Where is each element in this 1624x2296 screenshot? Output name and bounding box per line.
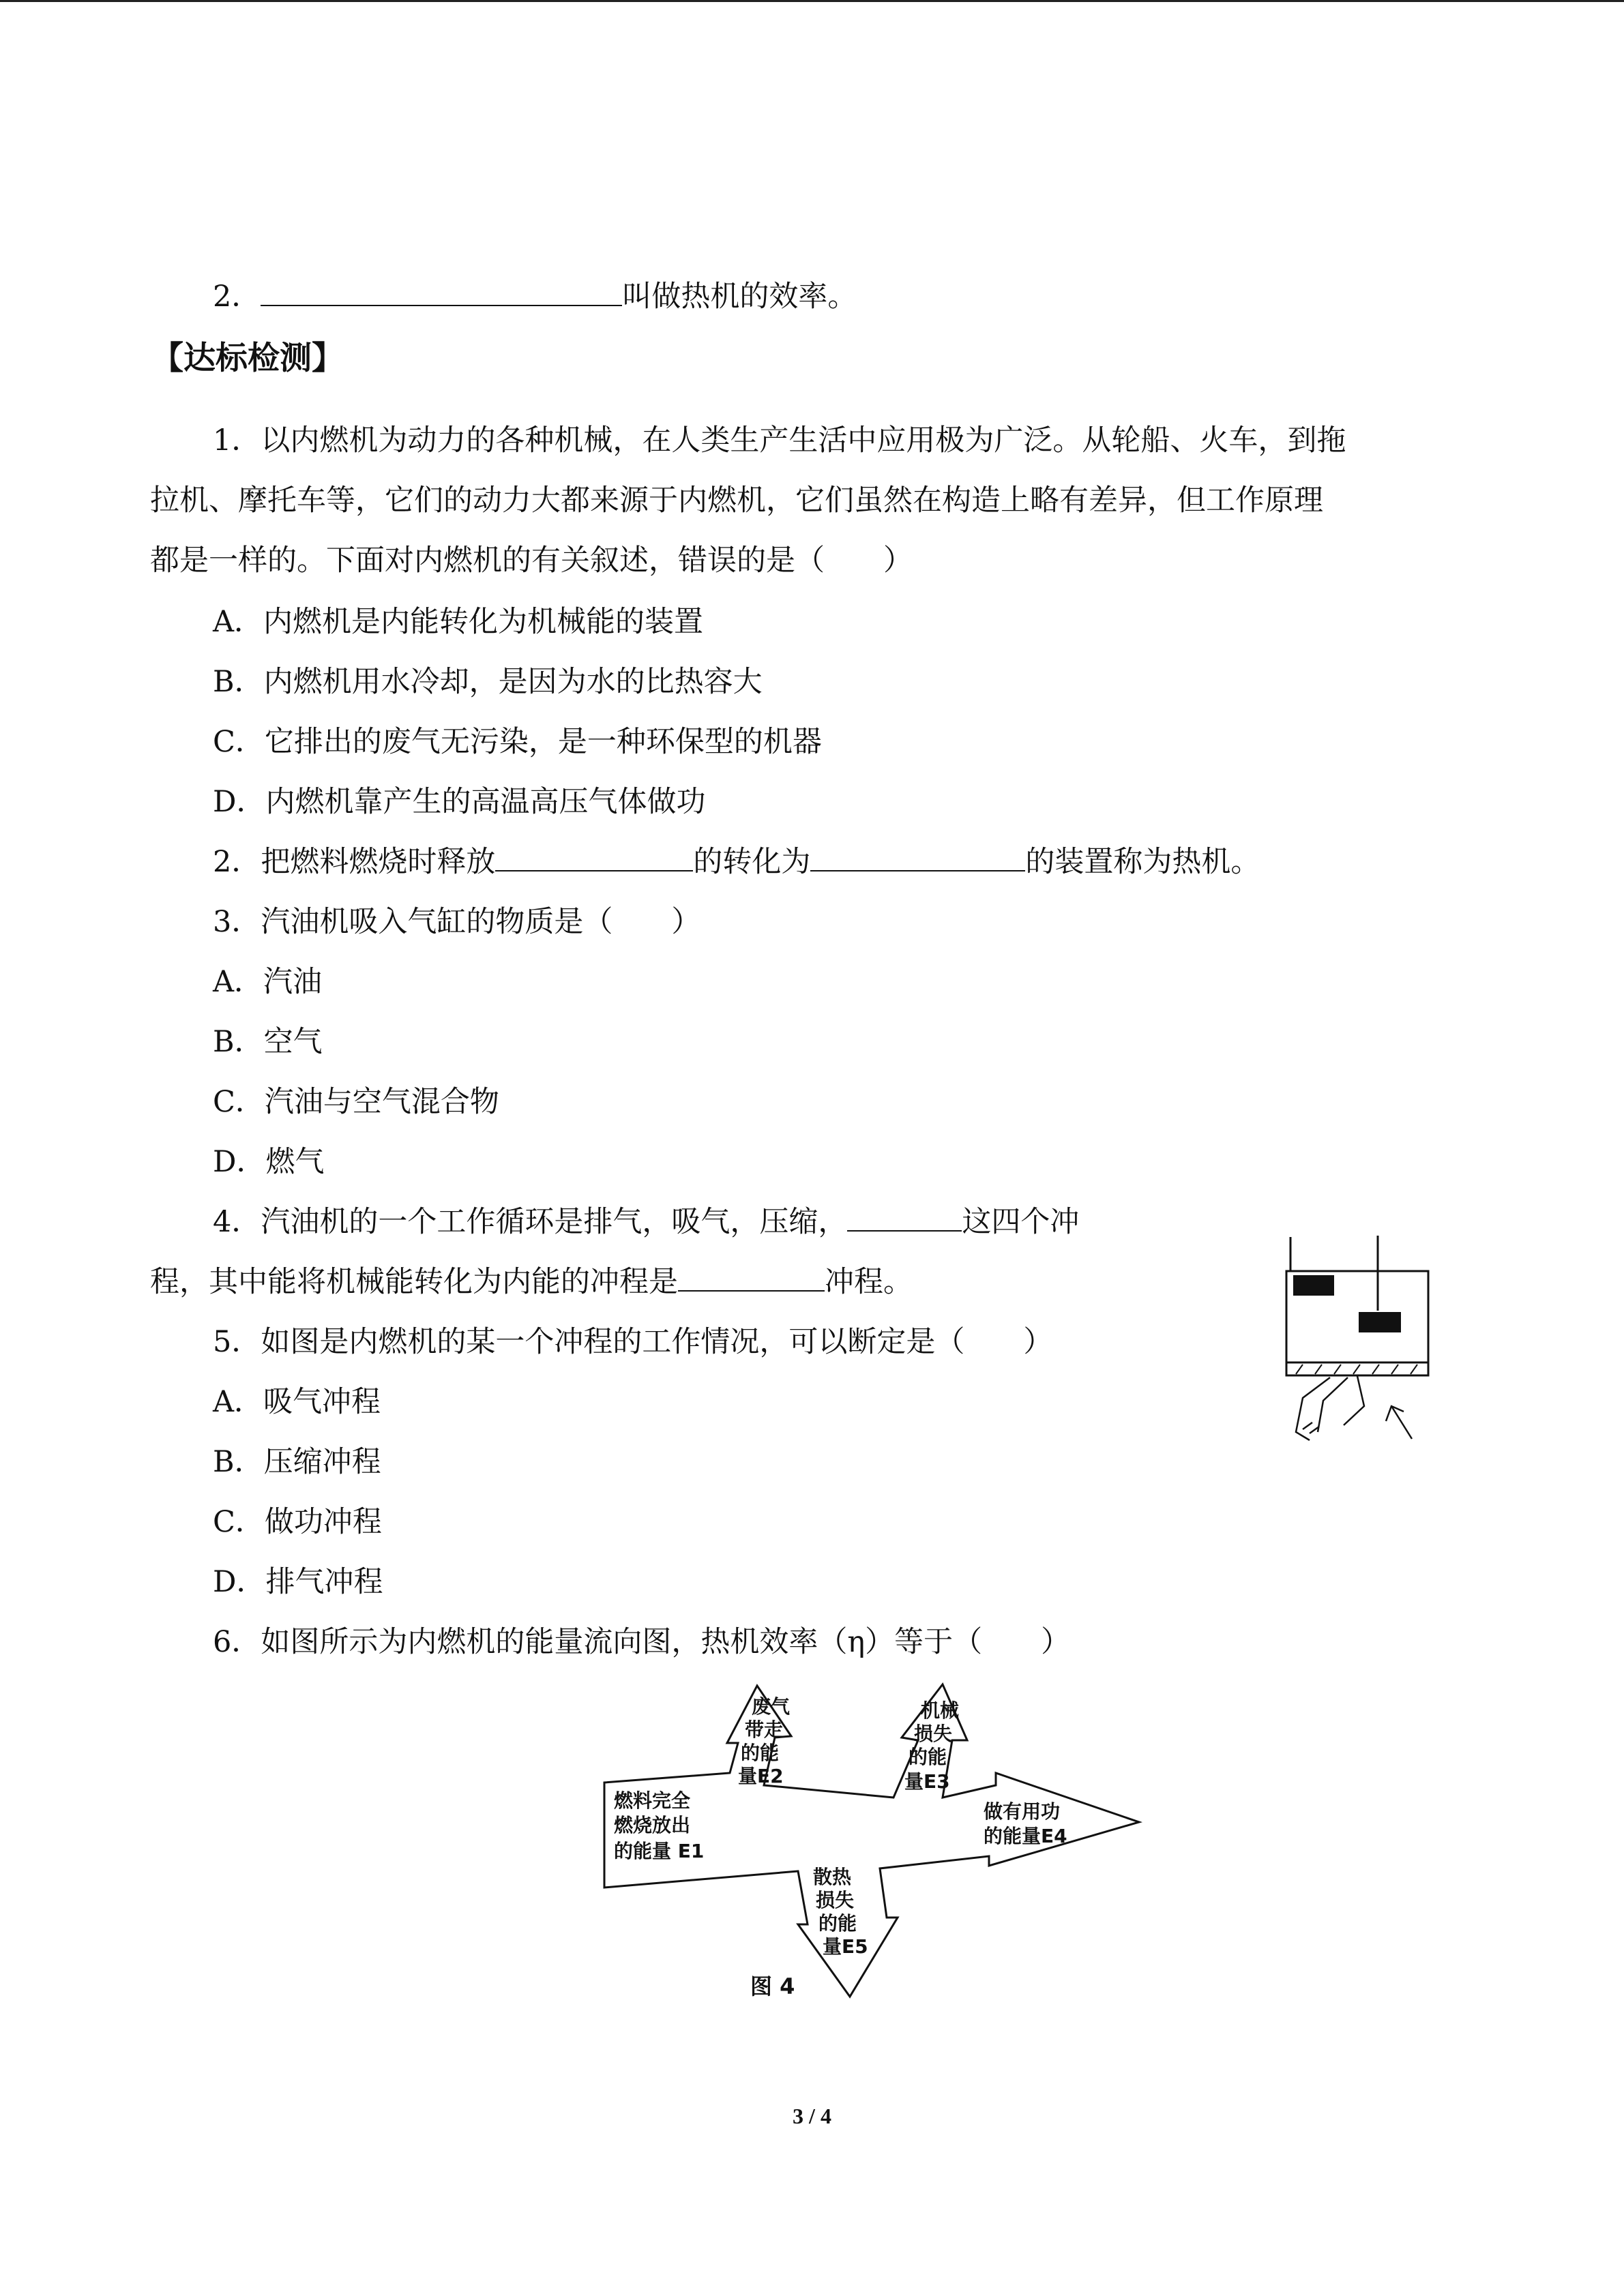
q4-blank-2[interactable]: [678, 1262, 825, 1292]
q-efficiency-suffix: 叫做热机的效率。: [622, 280, 857, 314]
section-heading: 【达标检测】: [151, 340, 344, 377]
q5-option-c[interactable]: C．做功冲程: [213, 1505, 382, 1539]
q3-option-d[interactable]: D．燃气: [213, 1145, 325, 1179]
q-efficiency-number: 2．: [213, 280, 261, 314]
q3-option-b[interactable]: B．空气: [213, 1025, 323, 1059]
page-number: 3 / 4: [793, 2104, 831, 2128]
q1-option-d[interactable]: D．内燃机靠产生的高温高压气体做功: [213, 785, 706, 819]
figure-caption: 图 4: [750, 1973, 795, 1999]
q2-blank-1[interactable]: [495, 841, 693, 871]
q5-stem: 5．如图是内燃机的某一个冲程的工作情况，可以断定是（ ）: [213, 1325, 1053, 1359]
q4-line-1: [213, 1202, 1079, 1242]
q5-option-b[interactable]: B．压缩冲程: [213, 1445, 381, 1479]
input-energy-label: 燃料完全 燃烧放出 的能量 E1: [614, 1789, 705, 1862]
exhaust-valve: [1359, 1312, 1401, 1332]
q1-line-1: 1．以内燃机为动力的各种机械，在人类生产生活中应用极为广泛。从轮船、火车，到拖: [213, 423, 1346, 458]
q2-part-1: 2．把燃料燃烧时释放: [213, 845, 496, 879]
motion-arrow: [1386, 1406, 1412, 1439]
intake-valve: [1293, 1275, 1334, 1296]
q2-part-3: 的装置称为热机。: [1025, 845, 1260, 879]
engine-stroke-figure: [1282, 1227, 1446, 1459]
q4-part-2: 这四个冲: [962, 1205, 1080, 1239]
q4-part-4: 冲程。: [825, 1265, 913, 1299]
useful-work-label: 做有用功 的能量E4: [984, 1800, 1067, 1847]
q1-line-3: 都是一样的。下面对内燃机的有关叙述，错误的是（ ）: [150, 543, 913, 578]
q6-stem: 6．如图所示为内燃机的能量流向图，热机效率（η）等于（ ）: [213, 1625, 1071, 1659]
q4-part-1: 4．汽油机的一个工作循环是排气，吸气，压缩，: [213, 1205, 848, 1239]
q2-blank-2[interactable]: [810, 841, 1025, 871]
q4-blank-1[interactable]: [847, 1202, 962, 1232]
piston-hatching: [1296, 1365, 1417, 1374]
q1-option-c[interactable]: C．它排出的废气无污染，是一种环保型的机器: [213, 725, 822, 759]
q4-part-3: 程，其中能将机械能转化为内能的冲程是: [150, 1265, 678, 1299]
connecting-rod: [1296, 1376, 1364, 1440]
q3-option-a[interactable]: A．汽油: [213, 965, 323, 999]
q1-option-a[interactable]: A．内燃机是内能转化为机械能的装置: [213, 605, 704, 639]
q4-line-2: [150, 1262, 913, 1302]
q1-line-2: 拉机、摩托车等，它们的动力大都来源于内燃机，它们虽然在构造上略有差异，但工作原理: [150, 483, 1323, 518]
heat-loss-label: 散热 损失 的能 量E5: [813, 1866, 868, 1958]
q2-part-2: 的转化为: [693, 845, 811, 879]
q3-stem: 3．汽油机吸入气缸的物质是（ ）: [213, 905, 701, 939]
q1-option-b[interactable]: B．内燃机用水冷却，是因为水的比热容大: [213, 665, 763, 699]
q5-option-a[interactable]: A．吸气冲程: [213, 1385, 381, 1419]
q-efficiency-line: [213, 276, 857, 317]
mechanical-loss-label: 机械 损失 的能 量E3: [904, 1699, 960, 1793]
q5-option-d[interactable]: D．排气冲程: [213, 1565, 383, 1599]
top-border: [0, 0, 1624, 2]
exhaust-energy-label: 废气 带走 的能 量E2: [738, 1695, 791, 1787]
q2-line: [213, 841, 1260, 882]
energy-flow-diagram: [593, 1678, 1153, 2012]
q-efficiency-blank[interactable]: [261, 276, 622, 306]
q3-option-c[interactable]: C．汽油与空气混合物: [213, 1085, 499, 1119]
